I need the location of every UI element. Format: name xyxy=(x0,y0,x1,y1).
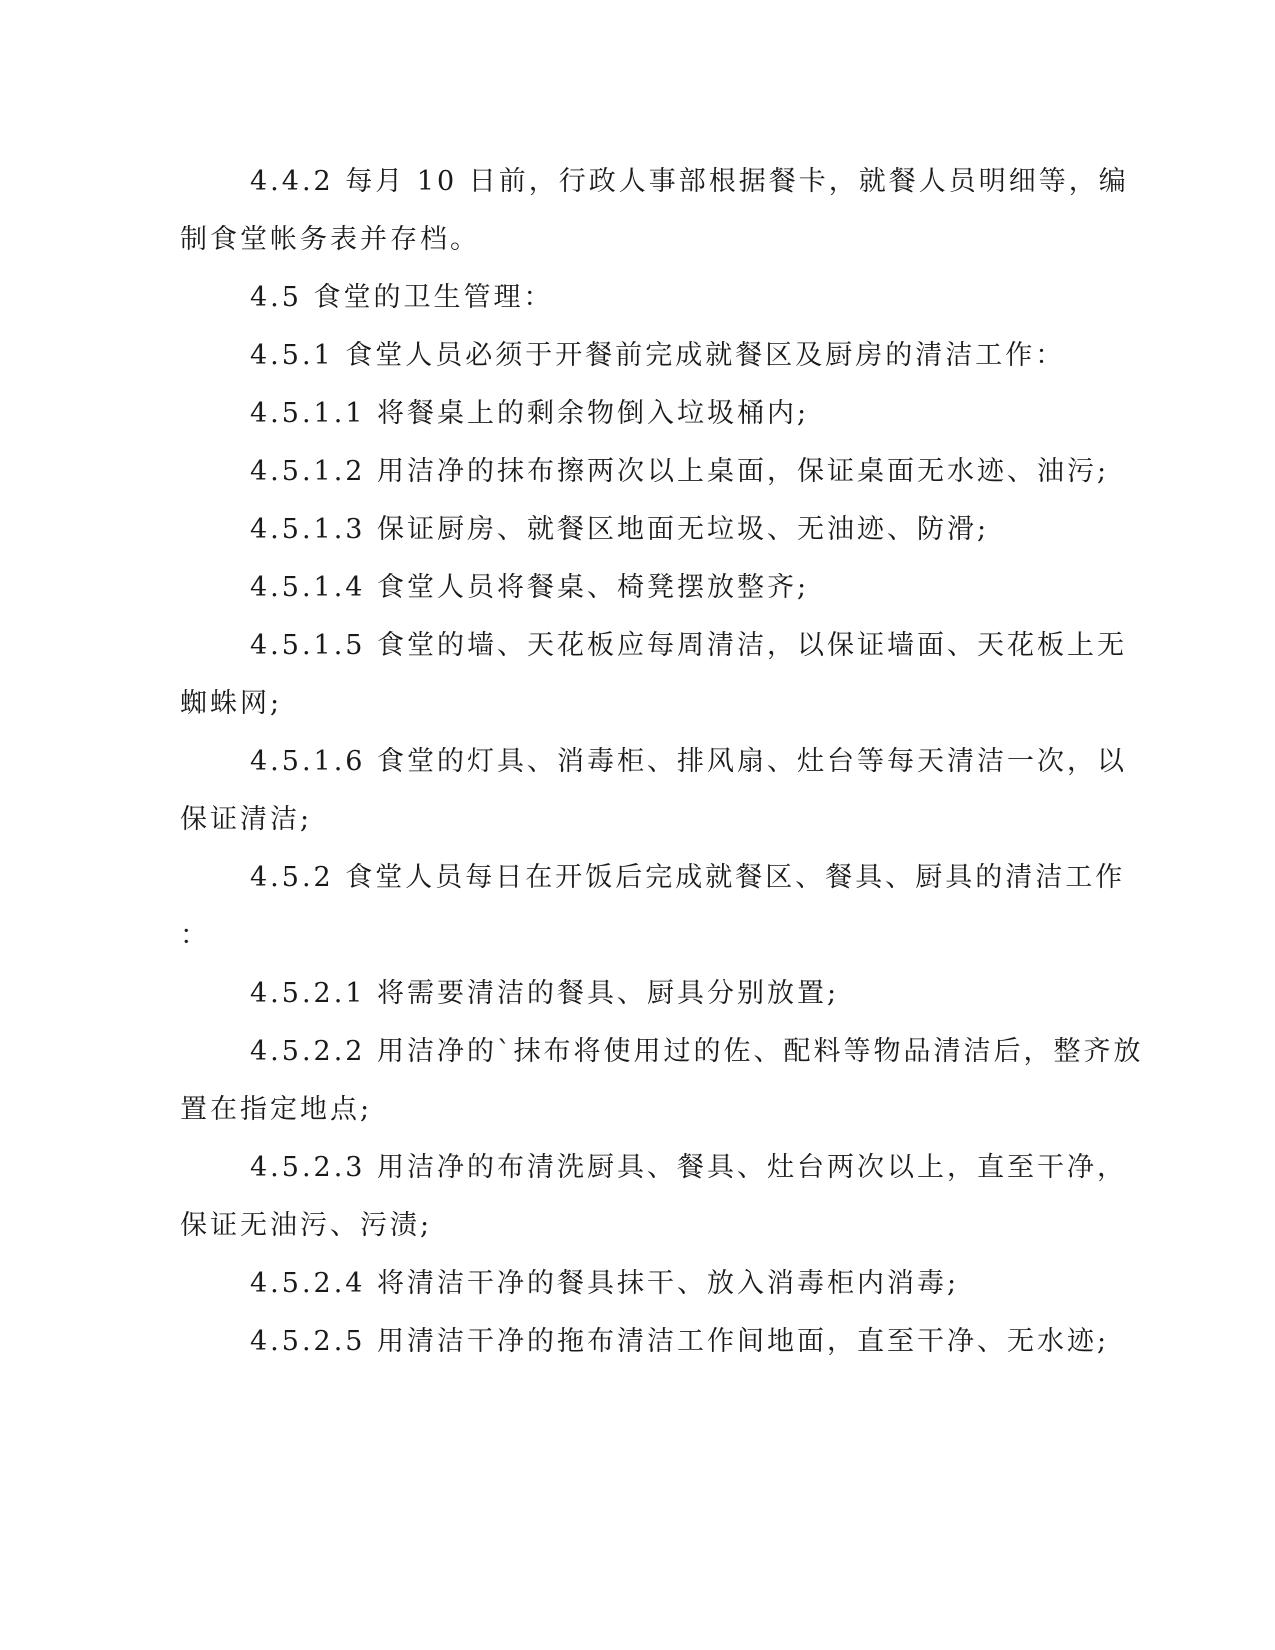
paragraph-4-5-2-4: 4.5.2.4 将清洁干净的餐具抹干、放入消毒柜内消毒; xyxy=(250,1268,960,1299)
paragraph-4-5-2-2-line-2: 置在指定地点; xyxy=(180,1094,373,1125)
paragraph-4-5-2-line-1: 4.5.2 食堂人员每日在开饭后完成就餐区、餐具、厨具的清洁工作 xyxy=(250,862,1126,893)
paragraph-4-5-2-line-2: ： xyxy=(180,920,210,951)
paragraph-4-5-1-4: 4.5.1.4 食堂人员将餐桌、椅凳摆放整齐; xyxy=(250,572,810,603)
paragraph-4-5-1-1: 4.5.1.1 将餐桌上的剩余物倒入垃圾桶内; xyxy=(250,398,810,429)
paragraph-4-5-2-2-line-1: 4.5.2.2 用洁净的`抹布将使用过的佐、配料等物品清洁后，整齐放 xyxy=(250,1036,1144,1067)
paragraph-4-5-2-3-line-2: 保证无油污、污渍; xyxy=(180,1210,433,1241)
paragraph-4-5-1: 4.5.1 食堂人员必须于开餐前完成就餐区及厨房的清洁工作： xyxy=(250,340,1066,371)
paragraph-4-5-1-2: 4.5.1.2 用洁净的抹布擦两次以上桌面，保证桌面无水迹、油污; xyxy=(250,456,1110,487)
paragraph-4-5-1-6-line-2: 保证清洁; xyxy=(180,804,313,835)
paragraph-4-5-2-1: 4.5.2.1 将需要清洁的餐具、厨具分别放置; xyxy=(250,978,840,1009)
paragraph-4-5-2-5: 4.5.2.5 用清洁干净的拖布清洁工作间地面，直至干净、无水迹; xyxy=(250,1326,1110,1357)
paragraph-4-5-1-6-line-1: 4.5.1.6 食堂的灯具、消毒柜、排风扇、灶台等每天清洁一次，以 xyxy=(250,746,1128,777)
paragraph-4-5-2-3-line-1: 4.5.2.3 用洁净的布清洗厨具、餐具、灶台两次以上，直至干净， xyxy=(250,1152,1128,1183)
paragraph-4-5-1-5-line-1: 4.5.1.5 食堂的墙、天花板应每周清洁，以保证墙面、天花板上无 xyxy=(250,630,1128,661)
paragraph-4-4-2-line-2: 制食堂帐务表并存档。 xyxy=(180,224,480,255)
paragraph-4-5-1-3: 4.5.1.3 保证厨房、就餐区地面无垃圾、无油迹、防滑; xyxy=(250,514,990,545)
section-heading-4-5: 4.5 食堂的卫生管理： xyxy=(250,282,554,313)
paragraph-4-4-2-line-1: 4.4.2 每月 10 日前，行政人事部根据餐卡，就餐人员明细等，编 xyxy=(250,166,1129,197)
paragraph-4-5-1-5-line-2: 蜘蛛网; xyxy=(180,688,283,719)
document-page xyxy=(180,153,1144,1371)
